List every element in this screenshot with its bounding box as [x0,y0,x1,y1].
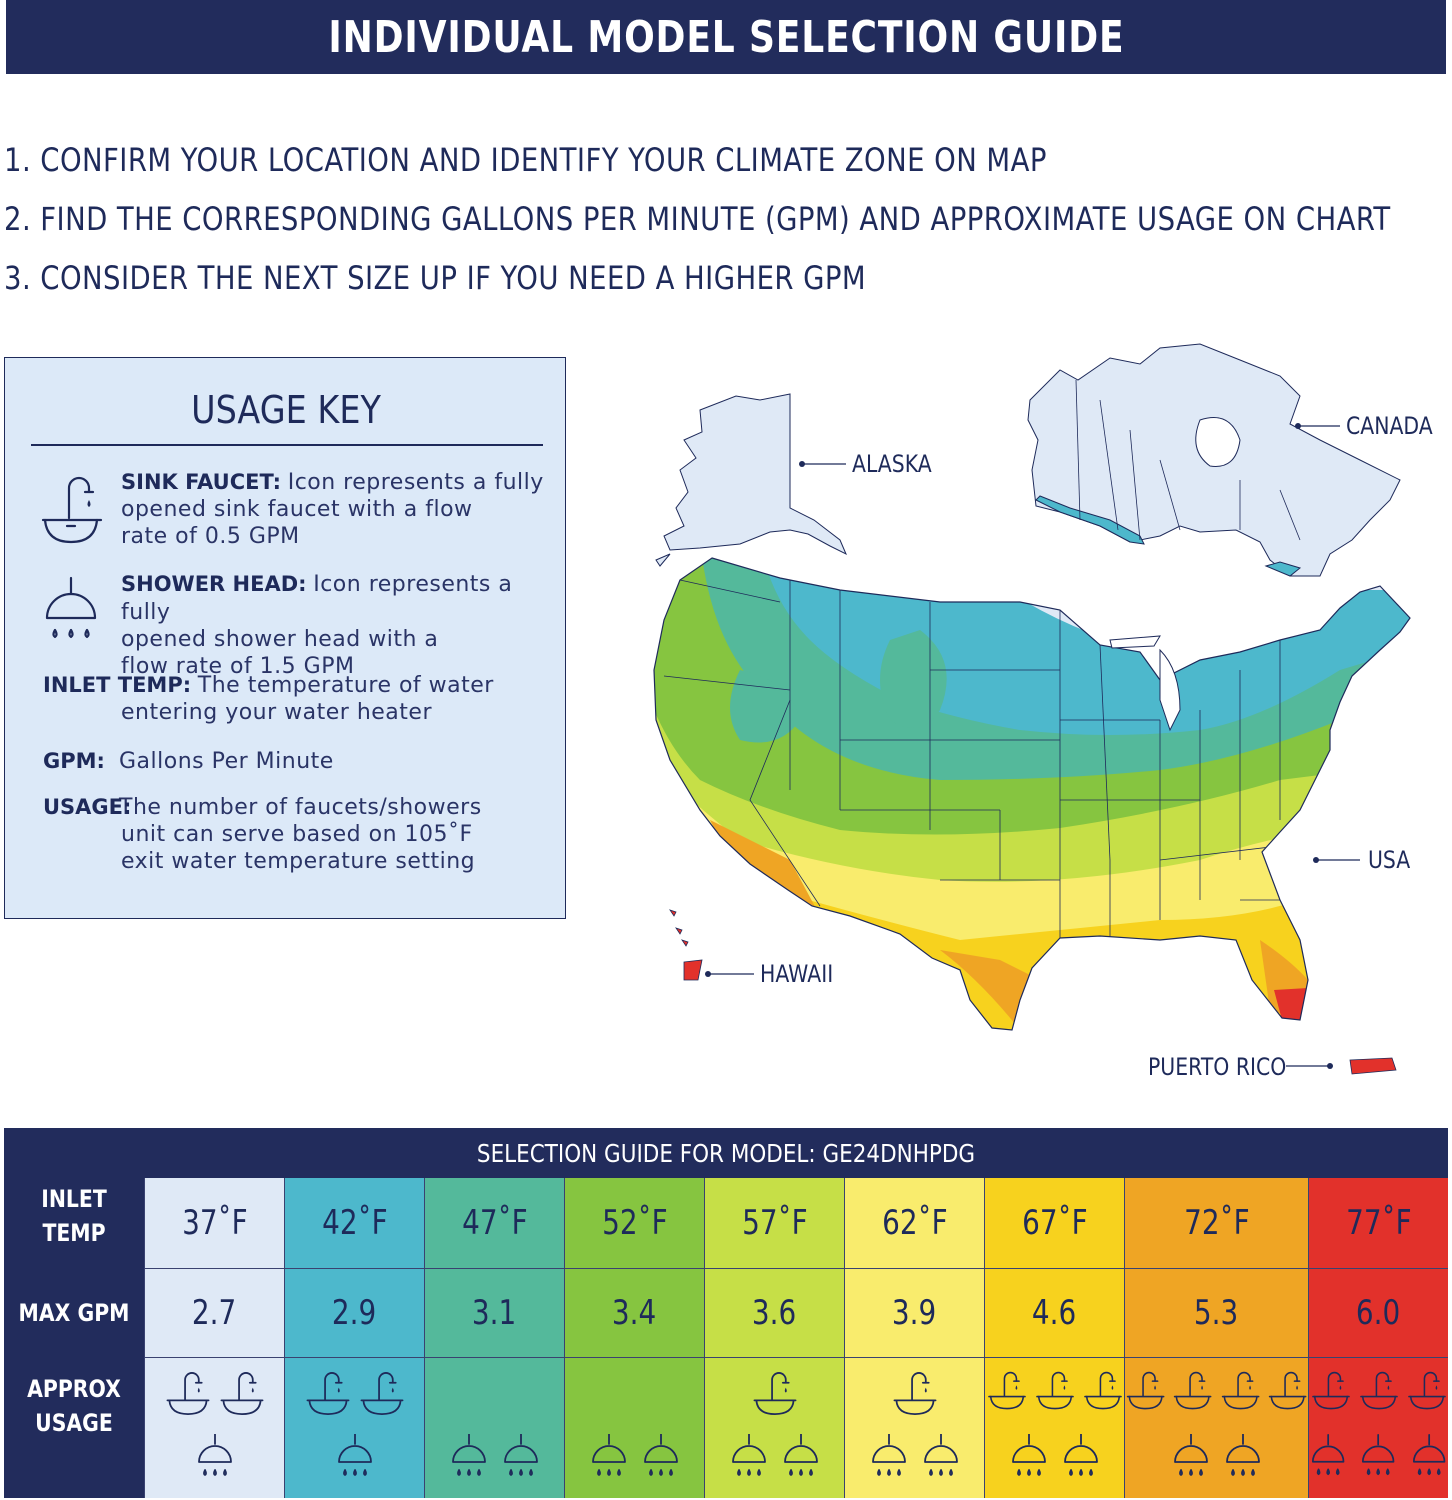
step-2: 2. FIND THE CORRESPONDING GALLONS PER MINUTE (GPM) AND APPROXIMATE USAGE ON CHART [4,200,1391,238]
shower-head-icon [195,1434,235,1478]
inlet-temp-text-2: entering your water heater [121,700,432,725]
inlet-temp-text-1: The temperature of water [197,673,494,698]
instruction-steps [4,138,1391,315]
inlet-temp-value: 52˚F [601,1203,668,1243]
approx-usage-cell [1308,1358,1448,1498]
shower-head-icon [1171,1434,1211,1478]
max-gpm-cell [984,1269,1124,1357]
sink-faucet-text-1: Icon represents a fully [287,470,544,495]
inlet-temp-label: INLET TEMP: [43,673,192,697]
sink-faucet-icon [218,1370,266,1417]
shower-head-icon [1359,1434,1397,1478]
canada-label: CANADA [1346,412,1433,440]
sink-faucet-label: SINK FAUCET: [121,470,282,494]
approx-usage-cell [424,1358,564,1498]
sink-faucet-icon [1310,1370,1352,1411]
sink-faucet-icon [358,1370,406,1417]
max-gpm-value: 5.3 [1194,1293,1239,1333]
sink-faucet-icon [1406,1370,1448,1411]
usage-key-divider [31,444,543,446]
shower-head-text-2: opened shower head with a [121,627,439,652]
inlet-temp-cell [284,1178,424,1268]
sink-faucet-icon [1220,1370,1261,1411]
gpm-label: GPM: [43,749,105,773]
inlet-temp-value: 62˚F [881,1203,948,1243]
approx-usage-row-header [15,1372,134,1440]
inlet-temp-cell [704,1178,844,1268]
alaska-label: ALASKA [852,450,932,478]
usage-text-1: The number of faucets/showers [119,795,482,820]
inlet-temp-cell [1308,1178,1448,1268]
inlet-temp-value: 67˚F [1021,1203,1088,1243]
shower-head-icon [1410,1434,1448,1478]
inlet-temp-value: 37˚F [181,1203,248,1243]
approx-usage-header-line-2: USAGE [35,1409,113,1437]
shower-head-text-1: Icon represents a fully [121,572,513,625]
usage-key-title: USAGE KEY [191,388,381,432]
shower-head-label: SHOWER HEAD: [121,572,307,596]
sink-faucet-icon [1172,1370,1213,1411]
page-title: INDIVIDUAL MODEL SELECTION GUIDE [327,11,1125,63]
sink-faucet-icon [1125,1370,1166,1411]
title-banner [6,0,1446,74]
puerto-rico-label: PUERTO RICO [1148,1053,1287,1081]
sink-faucet-description [5,468,567,550]
max-gpm-cell [1124,1269,1308,1357]
shower-head-icon [589,1434,629,1478]
max-gpm-cell [704,1269,844,1357]
approx-usage-cell [704,1358,844,1498]
max-gpm-cell [284,1269,424,1357]
shower-head-icon [1061,1434,1101,1478]
approx-usage-cell [564,1358,704,1498]
shower-head-icon [1223,1434,1263,1478]
selection-guide-title: SELECTION GUIDE FOR MODEL: GE24DNHPDG [476,1138,976,1168]
approx-usage-cell [844,1358,984,1498]
step-3: 3. CONSIDER THE NEXT SIZE UP IF YOU NEED A HIGHER GPM [4,259,867,297]
inlet-temp-cell [144,1178,284,1268]
max-gpm-row-header: MAX GPM [18,1299,130,1327]
hawaii-label: HAWAII [760,960,834,988]
shower-head-icon [869,1434,909,1478]
max-gpm-cell [844,1269,984,1357]
inlet-temp-cell [844,1178,984,1268]
shower-head-icon [729,1434,769,1478]
max-gpm-cell [1308,1269,1448,1357]
shower-head-icon [781,1434,821,1478]
inlet-temp-header-line-1: INLET [41,1185,107,1213]
max-gpm-value: 3.4 [612,1293,657,1333]
usa-label: USA [1368,846,1411,874]
max-gpm-cell [424,1269,564,1357]
max-gpm-value: 3.6 [752,1293,797,1333]
usage-text-2: unit can serve based on 105˚F [121,822,473,847]
sink-faucet-text-3: rate of 0.5 GPM [121,524,300,549]
max-gpm-value: 6.0 [1356,1293,1401,1333]
inlet-temp-cell [984,1178,1124,1268]
sink-faucet-icon [1267,1370,1308,1411]
max-gpm-value: 4.6 [1032,1293,1077,1333]
selection-guide-table [4,1128,1448,1498]
shower-head-icon [1009,1434,1049,1478]
inlet-temp-header-line-2: TEMP [42,1219,106,1247]
sink-faucet-icon [986,1370,1028,1411]
shower-head-icon [641,1434,681,1478]
usage-label: USAGE: [43,795,132,819]
approx-usage-header-line-1: APPROX [27,1375,121,1403]
inlet-temp-row-header [15,1182,134,1250]
usage-description [5,794,567,875]
max-gpm-value: 3.1 [472,1293,517,1333]
gpm-text: Gallons Per Minute [119,749,334,774]
step-1: 1. CONFIRM YOUR LOCATION AND IDENTIFY YOUR CLIMATE ZONE ON MAP [4,141,1047,179]
sink-faucet-icon [164,1370,212,1417]
inlet-temp-value: 47˚F [461,1203,528,1243]
shower-head-icon [921,1434,961,1478]
usage-text-3: exit water temperature setting [121,849,476,874]
inlet-temp-value: 77˚F [1345,1203,1412,1243]
usage-key-panel [4,357,566,919]
row-divider [144,1357,1448,1358]
sink-faucet-icon [1358,1370,1400,1411]
inlet-temp-value: 72˚F [1183,1203,1250,1243]
sink-faucet-icon [751,1370,799,1417]
max-gpm-value: 2.9 [332,1293,377,1333]
approx-usage-cell [1124,1358,1308,1498]
inlet-temp-cell [1124,1178,1308,1268]
sink-faucet-text-2: opened sink faucet with a flow [121,497,473,522]
inlet-temp-value: 57˚F [741,1203,808,1243]
row-divider [144,1268,1448,1269]
max-gpm-cell [564,1269,704,1357]
shower-head-text-3: flow rate of 1.5 GPM [121,654,355,679]
shower-head-icon [335,1434,375,1478]
sink-faucet-icon [1034,1370,1076,1411]
inlet-temp-description [5,671,567,726]
sink-faucet-icon [304,1370,352,1417]
shower-head-icon [449,1434,489,1478]
shower-head-description [5,570,567,680]
inlet-temp-value: 42˚F [321,1203,388,1243]
max-gpm-value: 2.7 [192,1293,237,1333]
max-gpm-value: 3.9 [892,1293,937,1333]
approx-usage-cell [284,1358,424,1498]
sink-faucet-icon [1082,1370,1124,1411]
inlet-temp-cell [424,1178,564,1268]
inlet-temp-cell [564,1178,704,1268]
shower-head-icon [1309,1434,1347,1478]
approx-usage-cell [984,1358,1124,1498]
max-gpm-cell [144,1269,284,1357]
shower-head-icon [501,1434,541,1478]
sink-faucet-icon [891,1370,939,1417]
approx-usage-cell [144,1358,284,1498]
